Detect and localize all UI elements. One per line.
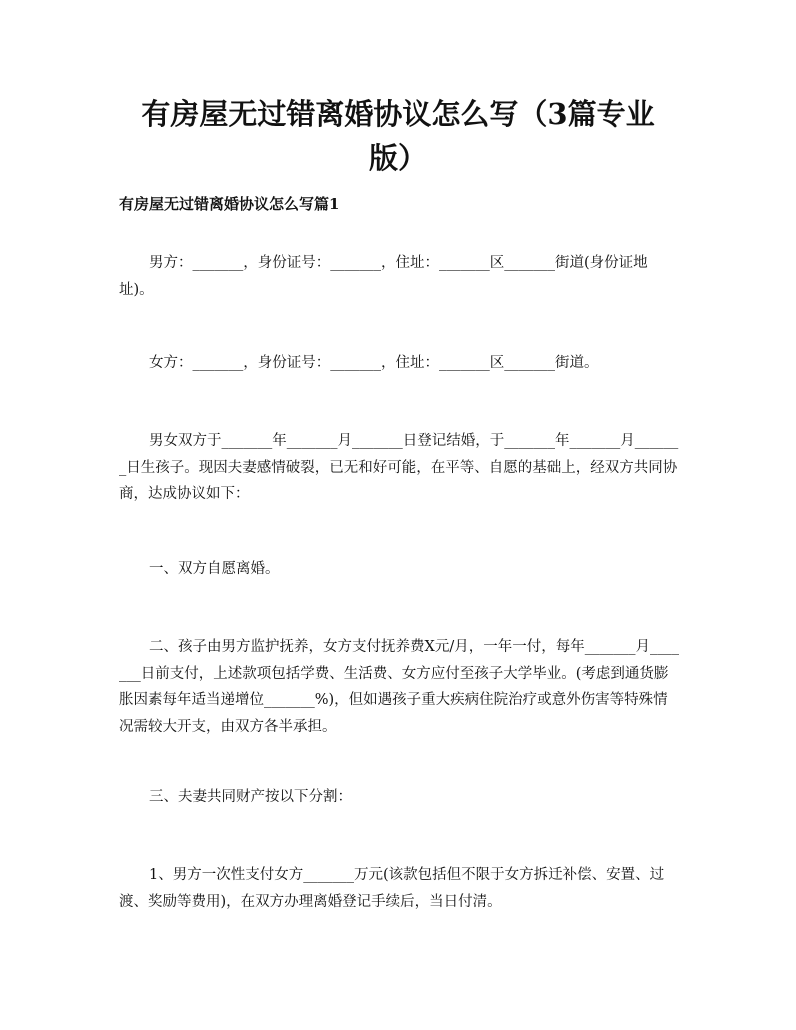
paragraph-male-party: 男方：_______，身份证号：_______，住址：_______区_______街道(身份证地址)。: [119, 255, 648, 298]
section-heading: 有房屋无过错离婚协议怎么写篇1: [119, 195, 340, 213]
paragraph-clause-3: 三、夫妻共同财产按以下分割：: [149, 789, 352, 805]
paragraph-clause-1: 一、双方自愿离婚。: [149, 561, 280, 577]
paragraph-clause-3-item-1: 1、男方一次性支付女方_______万元(该款包括但不限于女方拆迁补偿、安置、过渡、奖励等费用)，在双方办理离婚登记手续后，当日付清。: [119, 867, 665, 910]
document-title: 有房屋无过错离婚协议怎么写（3篇专业版）: [141, 97, 655, 175]
paragraph-marriage-info: 男女双方于_______年_______月_______日登记结婚，于_______年_______月_______日生孩子。现因夫妻感情破裂，已无和好可能，在平等、自愿的基础上，经双方共同协商，达成协议如下：: [119, 433, 679, 502]
paragraph-female-party: 女方：_______，身份证号：_______，住址：_______区_______街道。: [149, 355, 599, 371]
paragraph-clause-2: 二、孩子由男方监护抚养，女方支付抚养费X元/月，一年一付，每年_______月_______日前支付，上述款项包括学费、生活费、女方应付至孩子大学毕业。(考虑到通货膨胀因素每年适当递增位_______%)，但如遇孩子重大疾病住院治疗或意外伤害等特殊情况需较大开支，由双方各半承担。: [119, 639, 679, 735]
